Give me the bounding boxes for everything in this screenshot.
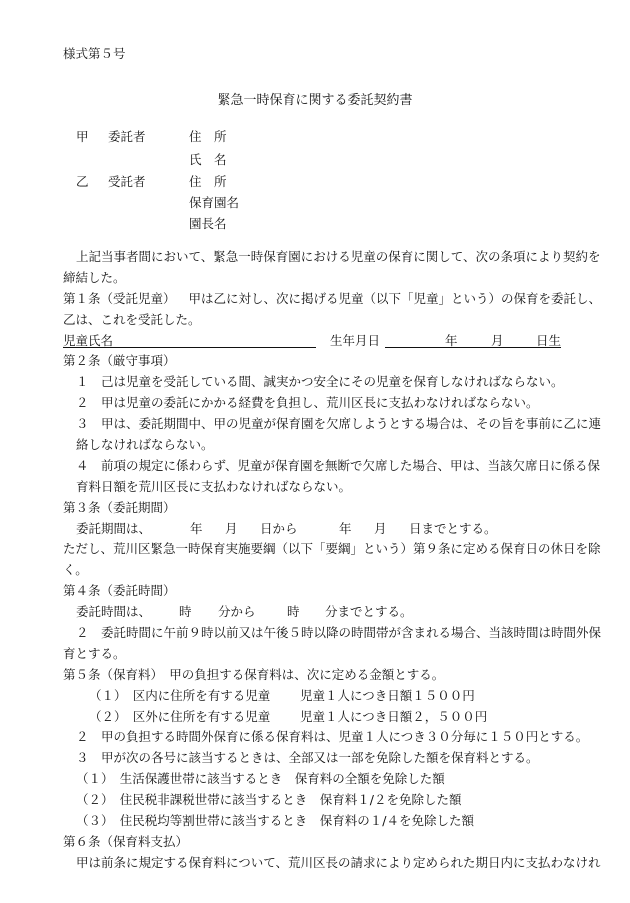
fee-1-label: （１） 区内に住所を有する児童 bbox=[89, 687, 271, 703]
article-3-period-line bbox=[63, 519, 561, 540]
party-otsu-role: 受託者 bbox=[108, 174, 146, 189]
article-1-text: 甲は乙に対し、次に掲げる児童（以下「児童」という）の保育を委託し、 bbox=[188, 290, 602, 306]
fee-2-label: （２） 区外に住所を有する児童 bbox=[89, 708, 271, 724]
article-5-item-3: ３ 甲が次の各号に該当するときは、全部又は一部を免除した額を保育料とする。 bbox=[76, 750, 539, 766]
article-1-line-2: 乙は、これを受託した。 bbox=[63, 311, 201, 327]
article-3-proviso-2: く。 bbox=[63, 562, 88, 578]
time-label: 委託時間は、 bbox=[76, 604, 152, 620]
birth-month-label: 月 bbox=[491, 332, 504, 348]
preamble-line-2: 締結した。 bbox=[63, 269, 126, 285]
fee-2-amount: 児童１人につき日額２，５００円 bbox=[300, 708, 488, 724]
birth-year-label: 年 bbox=[445, 332, 458, 348]
article-6-text: 甲は前条に規定する保育料について、荒川区長の請求により定められた期日内に支払わなけれ bbox=[76, 854, 601, 870]
fee-line-1 bbox=[63, 686, 561, 707]
exemption-1: （１） 生活保護世帯に該当するとき 保育料の全額を免除した額 bbox=[76, 771, 445, 787]
article-5-item-2: ２ 甲の負担する時間外保育に係る保育料は、児童１人につき３０分毎に１５０円とする。 bbox=[76, 729, 589, 745]
party-kou-name-label: 氏 名 bbox=[189, 152, 227, 167]
period-end-day: 日までとする。 bbox=[409, 520, 497, 536]
birth-date-underline bbox=[385, 347, 561, 348]
preamble-line-1: 上記当事者間において、緊急一時保育園における児童の保育に関して、次の条項により契約を bbox=[76, 249, 601, 264]
party-kou-label: 甲 bbox=[76, 129, 89, 144]
party-kou-address-label: 住 所 bbox=[189, 129, 227, 144]
article-5-heading: 第５条（保育料） 甲の負担する保育料は、次に定める金額とする。 bbox=[63, 666, 445, 682]
document-title: 緊急一時保育に関する委託契約書 bbox=[217, 93, 413, 108]
fee-1-amount: 児童１人につき日額１５００円 bbox=[300, 687, 475, 703]
article-2-item-2: ２ 甲は児童の委託にかかる経費を負担し、荒川区長に支払わなければならない。 bbox=[76, 395, 539, 411]
form-number: 様式第５号 bbox=[63, 46, 126, 61]
exemption-3: （３） 住民税均等割世帯に該当するとき 保育料の１/４を免除した額 bbox=[76, 813, 474, 829]
article-2-item-3b: 絡しなければならない。 bbox=[76, 437, 214, 453]
article-3-heading: 第３条（委託期間） bbox=[63, 499, 176, 515]
article-2-item-3a: ３ 甲は、委託期間中、甲の児童が保育園を欠席しようとする場合は、その旨を事前に乙に連 bbox=[76, 416, 602, 432]
article-1-heading: 第１条（受託児童） bbox=[63, 290, 176, 306]
article-4-item-2b: 育とする。 bbox=[63, 645, 126, 661]
article-2-item-4a: ４ 前項の規定に係わらず、児童が保育園を無断で欠席した場合、甲は、当該欠席日に係る保 bbox=[76, 457, 601, 473]
time-end-minute: 分までとする。 bbox=[325, 604, 413, 620]
fee-line-2 bbox=[63, 707, 561, 728]
article-2-heading: 第２条（厳守事項） bbox=[63, 353, 176, 369]
time-end-hour: 時 bbox=[287, 604, 300, 620]
period-end-year: 年 bbox=[339, 520, 352, 536]
article-4-heading: 第４条（委託時間） bbox=[63, 583, 176, 599]
party-otsu-nursery-label: 保育園名 bbox=[189, 195, 240, 210]
party-otsu-director-label: 園長名 bbox=[189, 216, 227, 231]
article-2-item-4b: 育料日額を荒川区長に支払わなければならない。 bbox=[76, 478, 352, 494]
article-3-proviso-1: ただし、荒川区緊急一時保育実施要綱（以下「要綱」という）第９条に定める保育日の休日を除 bbox=[63, 541, 601, 557]
article-1-line-1 bbox=[63, 289, 602, 310]
exemption-2: （２） 住民税非課税世帯に該当するとき 保育料１/２を免除した額 bbox=[76, 792, 462, 808]
child-info-line bbox=[63, 331, 561, 352]
contract-body bbox=[63, 247, 602, 874]
birth-date-label: 生年月日 bbox=[330, 332, 381, 348]
time-start-minute: 分から bbox=[218, 604, 256, 620]
period-start-month: 月 bbox=[225, 520, 238, 536]
article-2-item-1: １ 己は児童を受託している間、誠実かつ安全にその児童を保育しなければならない。 bbox=[76, 374, 564, 390]
period-start-day: 日から bbox=[260, 520, 298, 536]
time-start-hour: 時 bbox=[179, 604, 192, 620]
birth-day-label: 日生 bbox=[536, 332, 562, 348]
child-name-underline bbox=[63, 347, 316, 348]
party-kou-role: 委託者 bbox=[108, 129, 146, 144]
article-4-item-2a: ２ 委託時間に午前９時以前又は午後５時以降の時間帯が含まれる場合、当該時間は時間外保 bbox=[76, 625, 602, 641]
party-otsu-label: 乙 bbox=[76, 174, 89, 189]
period-label: 委託期間は、 bbox=[76, 520, 152, 536]
period-start-year: 年 bbox=[190, 520, 203, 536]
period-end-month: 月 bbox=[374, 520, 387, 536]
article-6-heading: 第６条（保育料支払） bbox=[63, 833, 189, 849]
party-otsu-address-label: 住 所 bbox=[189, 174, 227, 189]
article-4-time-line bbox=[63, 602, 561, 623]
child-name-label: 児童氏名 bbox=[63, 332, 114, 348]
